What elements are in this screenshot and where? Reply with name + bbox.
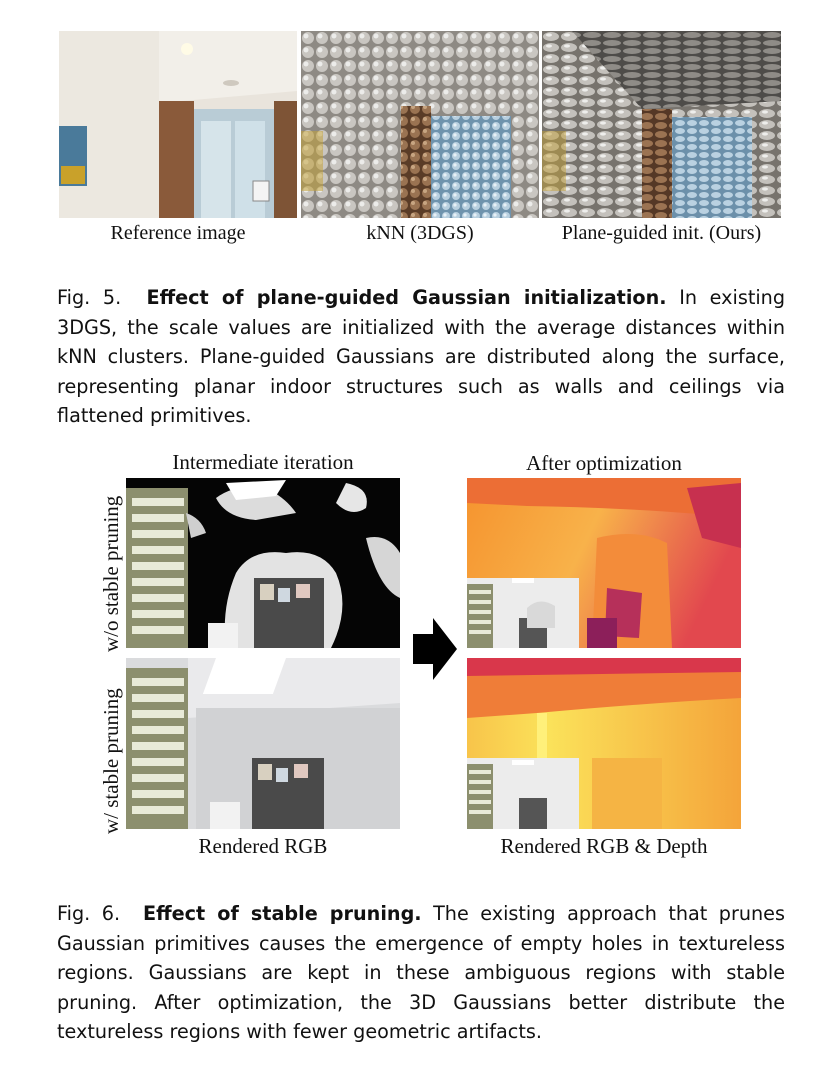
col-title-intermediate: Intermediate iteration [172, 450, 354, 474]
bottom-label-rendered-rgb: Rendered RGB [198, 834, 328, 858]
panel-label-plane-guided: Plane-guided init. (Ours) [561, 222, 762, 244]
arrow-icon [413, 618, 457, 680]
row-label-with-stable-pruning: w/ stable pruning [99, 688, 123, 834]
intermediate-without-pruning-image [126, 478, 400, 648]
fig6-caption-title: Effect of stable pruning. [143, 902, 422, 925]
fig6-caption-number: Fig. 6. [57, 902, 121, 925]
bottom-label-rendered-rgb-depth: Rendered RGB & Depth [500, 834, 708, 858]
fig5-caption-text: In existing 3DGS, the scale values are initialized with the average distances within kNN clusters. Plane-guided Gaussians are distributed along the surface, representing planar indoor structures such as walls and ceilings via flattened primitives. [57, 286, 786, 427]
fig6-caption-text: The existing approach that prunes Gaussian primitives causes the emergence of empty holes in textureless regions. Gaussians are kept in these ambiguous regions with stable pruning. After optimization, the 3D Gaussians better distribute the textureless regions with fewer geometric artifacts. [57, 902, 785, 1043]
reference-image [59, 31, 297, 218]
col-title-after-optimization: After optimization [526, 451, 682, 475]
panel-label-reference: Reference image [110, 222, 246, 244]
row-label-without-stable-pruning: w/o stable pruning [99, 495, 123, 652]
depth-without-pruning-image [467, 478, 741, 648]
fig5-caption-number: Fig. 5. [57, 286, 122, 309]
knn-3dgs-image [301, 31, 539, 218]
plane-guided-init-image [542, 31, 781, 218]
depth-with-pruning-image [467, 658, 741, 829]
fig5-caption-title: Effect of plane-guided Gaussian initialization. [146, 286, 667, 309]
figure-5-caption [57, 283, 785, 431]
intermediate-with-pruning-image [126, 658, 400, 829]
figure-6-caption [57, 899, 785, 1047]
panel-label-knn: kNN (3DGS) [366, 222, 474, 244]
